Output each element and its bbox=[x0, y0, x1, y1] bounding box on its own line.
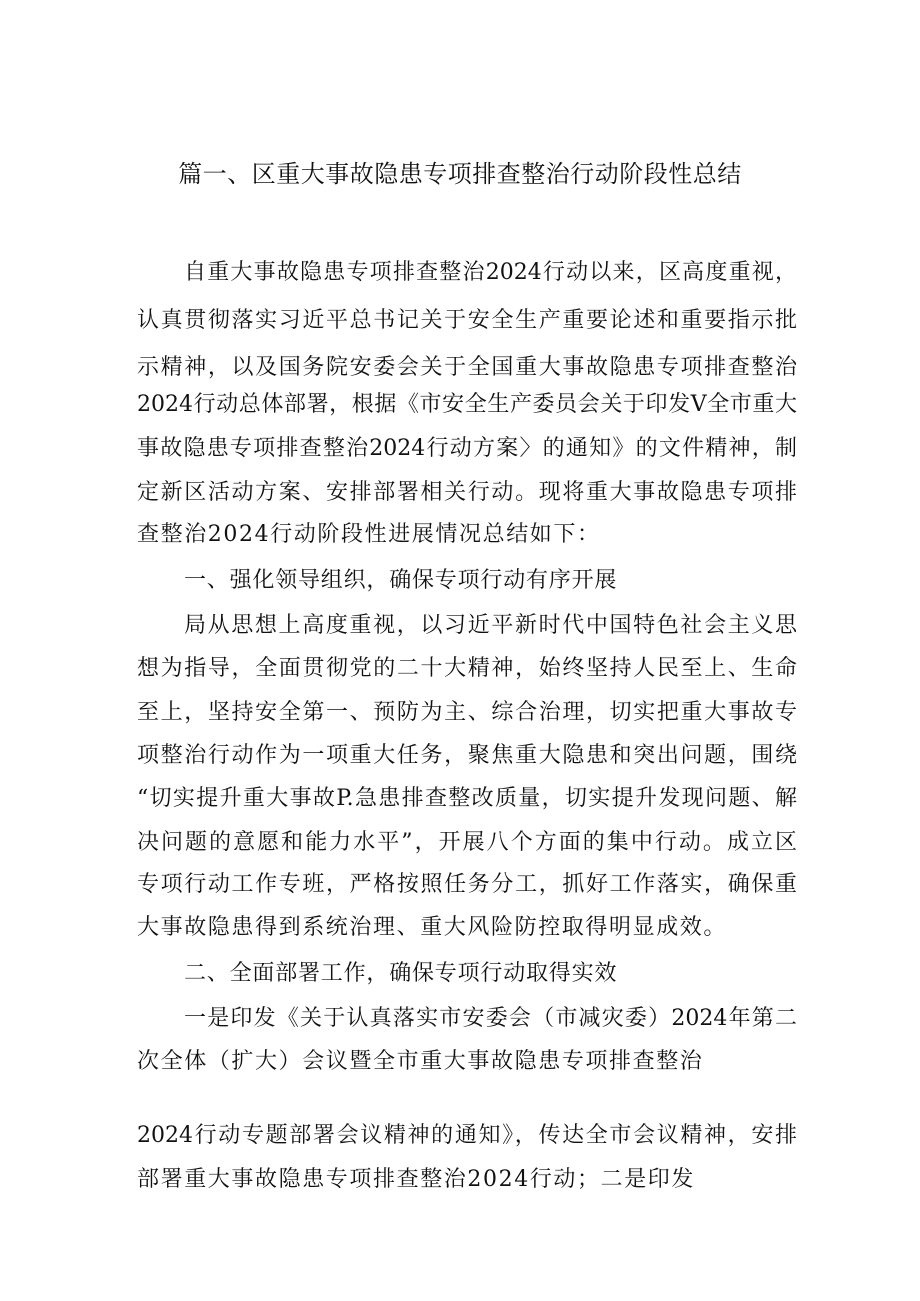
paragraph-line: 2024行动专题部署会议精神的通知》，传达全市会议精神，安排 bbox=[137, 1123, 797, 1148]
paragraph-line: 2024行动总体部署，根据《市安全生产委员会关于印发V全市重大 bbox=[137, 392, 797, 417]
paragraph-line: 一是印发《关于认真落实市安委会（市减灾委）2024年第二 bbox=[184, 1006, 797, 1031]
paragraph-line: 认真贯彻落实习近平总书记关于安全生产重要论述和重要指示批 bbox=[137, 308, 797, 333]
document-title: 篇一、区重大事故隐患专项排查整治行动阶段性总结 bbox=[178, 160, 742, 188]
paragraph-line: 至上，坚持安全第一、预防为主、综合治理，切实把重大事故专 bbox=[137, 700, 797, 725]
paragraph-line: 示精神，以及国务院安委会关于全国重大事故隐患专项排查整治 bbox=[137, 355, 797, 380]
paragraph-line: 想为指导，全面贯彻党的二十大精神，始终坚持人民至上、生命 bbox=[137, 656, 797, 681]
paragraph-line: 定新区活动方案、安排部署相关行动。现将重大事故隐患专项排 bbox=[137, 480, 797, 505]
section-heading: 一、强化领导组织，确保专项行动有序开展 bbox=[184, 568, 618, 593]
paragraph-line: 自重大事故隐患专项排查整治2024行动以来，区高度重视， bbox=[184, 260, 797, 285]
paragraph-line: 项整治行动作为一项重大任务，聚焦重大隐患和突出问题，围绕 bbox=[137, 743, 797, 768]
paragraph-line: 专项行动工作专班，严格按照任务分工，抓好工作落实，确保重 bbox=[137, 872, 797, 897]
paragraph-line: 事故隐患专项排查整治2024行动方案〉的通知》的文件精神，制 bbox=[137, 436, 797, 461]
paragraph-line: 查整治2024行动阶段性进展情况总结如下： bbox=[137, 522, 601, 547]
paragraph-line: 决问题的意愿和能力水平”，开展八个方面的集中行动。成立区 bbox=[137, 830, 797, 855]
paragraph-line: 部署重大事故隐患专项排查整治2024行动；二是印发 bbox=[137, 1167, 695, 1192]
paragraph-line: 大事故隐患得到系统治理、重大风险防控取得明显成效。 bbox=[137, 915, 728, 940]
paragraph-line: 局从思想上高度重视，以习近平新时代中国特色社会主义思 bbox=[184, 613, 797, 638]
paragraph-line: “切实提升重大事故P.急患排查整改质量，切实提升发现问题、解 bbox=[137, 786, 797, 811]
section-heading: 二、全面部署工作，确保专项行动取得实效 bbox=[184, 961, 618, 986]
paragraph-line: 次全体（扩大）会议暨全市重大事故隐患专项排查整治 bbox=[137, 1049, 704, 1074]
